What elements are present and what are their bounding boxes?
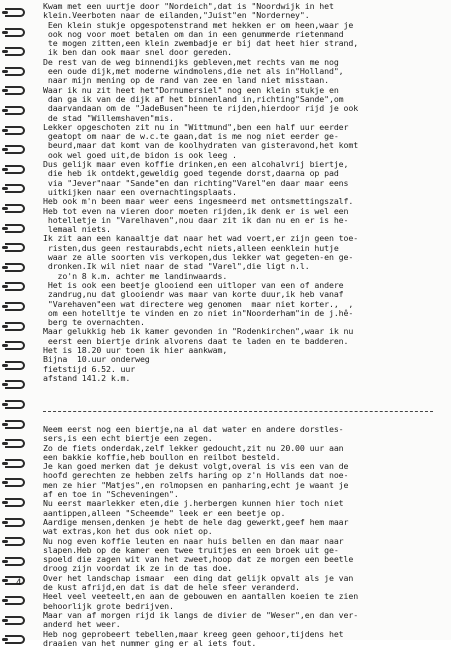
binding-ring bbox=[5, 537, 25, 546]
text-line: een bakkie koffie,heb boullon en reilbot besteld. bbox=[43, 451, 281, 462]
text-line: Een klein stukje opgespotenstrand met hekken er om heen,waar je bbox=[43, 19, 354, 30]
binding-ring bbox=[5, 145, 25, 154]
text-line: ook wel goed uit,de bidon is ook leeg . bbox=[43, 149, 237, 160]
text-line: eerst een biertje drink alvorens daat te laden en te badderen. bbox=[43, 335, 349, 346]
text-line: Kwam met een uurtje door "Nordeich",dat is "Noordwijk in het bbox=[43, 1, 334, 11]
binding-ring bbox=[5, 263, 25, 272]
binding-ring bbox=[5, 126, 25, 135]
travel-log-section-2 bbox=[43, 425, 443, 648]
text-line: wat extras,kon het dus ook niet op. bbox=[43, 526, 213, 537]
text-line: Heb ook m'n been maar weer eens ingesmeerd met ontsmettingszalf. bbox=[43, 196, 354, 207]
binding-ring bbox=[5, 557, 25, 566]
binding-ring bbox=[5, 459, 25, 468]
text-line: zandrug,nu dat glooiendr was maar van korte duur,ik heb vanaf bbox=[43, 289, 344, 300]
binding-ring bbox=[5, 243, 25, 252]
text-line: hoofd gerechten ze hebben zelfs haring op z'n Hollands dat noe- bbox=[43, 470, 349, 481]
text-line: naar mijn mening op de rand van zee en land niet misstaan. bbox=[43, 75, 329, 86]
text-line: Zo de fiets onderdak,zelf lekker gedoucht,zit nu 20.00 uur aan bbox=[43, 442, 344, 453]
binding-ring bbox=[5, 498, 25, 507]
binding-ring bbox=[5, 224, 25, 233]
binding-ring bbox=[5, 439, 25, 448]
text-line: af en toe in "Scheveningen". bbox=[43, 489, 179, 500]
binding-ring bbox=[5, 28, 25, 37]
text-line: spoeld die zagen wit van het zweet,hoop dat ze morgen een beetle bbox=[43, 554, 354, 565]
text-line: ik ben dan ook maar snel door gereden. bbox=[43, 47, 233, 58]
text-line: Nu eerst maarlekker eten,die j.herbergen kunnen hier toch niet bbox=[43, 498, 344, 509]
text-line: Over het landschap ismaar een ding dat gelijk opvalt als je van bbox=[43, 572, 354, 583]
text-line: beurd,maar dat komt van de koolhydraten van gisteravond,het komt bbox=[43, 140, 359, 151]
binding-ring bbox=[5, 67, 25, 76]
text-line: Maar van af morgen rijd ik langs de divier de "Weser",en dan ver- bbox=[43, 609, 359, 620]
binding-ring bbox=[5, 184, 25, 193]
text-line: ook nog voor moet betalen om dan in een genummerde rietenmand bbox=[43, 28, 344, 39]
text-line: hotelletje in "Varelhaven",nou daar zit ik dan nu en er is he- bbox=[43, 214, 349, 225]
text-line: Dus gelijk maar even koffie drinken,en een alcohalvrij biertje, bbox=[43, 159, 349, 170]
binding-ring bbox=[5, 596, 25, 605]
text-line: Maar gelukkig heb ik kamer gevonden in "Rodenkirchen",waar ik nu bbox=[43, 326, 354, 337]
spiral-binding bbox=[2, 0, 28, 640]
text-line: Het is 18.20 uur toen ik hier aankwam, bbox=[43, 344, 228, 355]
text-line: Nu nog even koffie leuten en naar huis bellen en dan maar naar bbox=[43, 535, 344, 546]
text-line: Heel veel veeteelt,en aan de gebouwen en aantallen koeien te zien bbox=[43, 591, 359, 602]
binding-ring bbox=[5, 8, 25, 17]
text-line: Bijna 10.uur onderweg bbox=[43, 354, 150, 365]
binding-ring bbox=[5, 518, 25, 527]
text-line: aantippen,alleen "Scheemde" leek er een beetje op. bbox=[43, 507, 286, 518]
binding-ring bbox=[5, 165, 25, 174]
text-line: te mogen zitten,een klein zwembadje er bij dat heet hier strand, bbox=[43, 38, 359, 49]
text-line: draaien van het nummer ging er al iets fout. bbox=[43, 637, 257, 648]
binding-ring bbox=[5, 420, 25, 429]
binding-ring bbox=[5, 380, 25, 389]
text-line: Waar ik nu zit heet het"Dornumersiel" nog een klein stukje en bbox=[43, 84, 339, 95]
text-line: dronken.Ik wil niet naar de stad "Varel",die ligt n.l. bbox=[43, 261, 310, 272]
text-line: afstand 141.2 k.m. bbox=[43, 372, 131, 383]
text-line: via "Jever"naar "Sande"en dan richting"Varel"en daar maar eens bbox=[43, 177, 349, 188]
binding-ring bbox=[5, 616, 25, 625]
text-line: "Varehaven"een wat directere weg genomen maar niet korter., , bbox=[43, 298, 354, 309]
travel-log-section-1 bbox=[43, 2, 443, 383]
binding-ring bbox=[5, 47, 25, 56]
binding-ring bbox=[5, 322, 25, 331]
text-line: Heb tot even na vieren door moeten rijden,ik denk er is wel een bbox=[43, 205, 349, 216]
page-number: 4 bbox=[16, 578, 22, 588]
text-line: men ze hier "Matjes",en rolmopsen en panharing,echt je waant je bbox=[43, 479, 349, 490]
text-line: de stad "Willemshaven"mis. bbox=[43, 112, 174, 123]
text-line: daarvandaan om de "JadeBusen"heen te rijden,hierdoor rijd je ook bbox=[43, 103, 359, 114]
text-line: Aardige mensen,denken je hebt de hele dag gewerkt,geef hem maar bbox=[43, 516, 349, 527]
text-line: Het is ook een beetje glooiend een uitloper van een of andere bbox=[43, 279, 344, 290]
text-line: klein.Veerboten naar de eilanden,"Juist"en "Norderney". bbox=[43, 10, 310, 21]
text-line: geatopt om naar de w.c.te gaan,dat is me nog niet eerder ge- bbox=[43, 131, 339, 142]
binding-ring bbox=[5, 106, 25, 115]
text-line: risten,dus geen restaurabds,echt niets,alleen eenklein hutje bbox=[43, 242, 339, 253]
text-line: waar ze alle soorten vis verkopen,dus lekker wat gegeten-en ge- bbox=[43, 252, 354, 263]
text-line: uitkijken naar een overnachtingsplaats. bbox=[43, 186, 237, 197]
binding-ring bbox=[5, 361, 25, 370]
text-line: een oude dijk,met moderne windmolens,die net als in"Holland", bbox=[43, 66, 344, 77]
text-line: de kust afrijd,en dat is dat de hele sfeer veranderd. bbox=[43, 582, 300, 593]
binding-ring bbox=[5, 86, 25, 95]
text-line: slapen.Heb op de kamer een twee truitjes en een broek uit ge- bbox=[43, 544, 339, 555]
text-line: dan ga ik van de dijk af het binnenland in,richting"Sande",om bbox=[43, 93, 344, 104]
text-line: droog zijn voordat ik ze in de tas doe. bbox=[43, 563, 233, 574]
text-line: om een hotelltje te vinden en zo niet in"Noorderham"in de j.hê- bbox=[43, 307, 354, 318]
section-divider bbox=[43, 411, 433, 412]
text-line: zo'n 8 k.m. achter me landinwaards. bbox=[43, 270, 228, 281]
text-line: behoorlijk grote bedrijven. bbox=[43, 600, 174, 611]
binding-ring bbox=[5, 400, 25, 409]
text-line: berg te overnachten. bbox=[43, 317, 145, 328]
binding-ring bbox=[5, 302, 25, 311]
binding-ring bbox=[5, 341, 25, 350]
binding-ring bbox=[5, 478, 25, 487]
text-line: die heb ik ontdekt,geweldig goed tegende dorst,daarna op pad bbox=[43, 168, 339, 179]
binding-ring bbox=[5, 282, 25, 291]
text-line: fietstijd 6.52. uur bbox=[43, 363, 136, 374]
binding-ring bbox=[5, 576, 25, 585]
text-line: Neem eerst nog een biertje,na al dat water en andere dorstles- bbox=[43, 424, 344, 434]
binding-ring bbox=[5, 204, 25, 213]
text-line: sers,is een echt biertje een zegen. bbox=[43, 433, 213, 444]
text-line: De rest van de weg binnendijks gebleven,met rechts van me nog bbox=[43, 56, 339, 67]
text-line: lemaal niets. bbox=[43, 224, 111, 235]
text-line: Je kan goed merken dat je dekust volgt,overal is vis een van de bbox=[43, 461, 349, 472]
text-line: Heb nog geprobeert tebellen,maar kreeg geen gehoor,tijdens het bbox=[43, 628, 344, 639]
text-line: Ik zit aan een kanaaltje dat naar het wad voert,er zijn geen toe- bbox=[43, 233, 359, 244]
text-line: Lekker opgeschoten zit nu in "Wittmund",ben een half uur eerder bbox=[43, 121, 349, 132]
text-line: anderd het weer. bbox=[43, 619, 121, 630]
